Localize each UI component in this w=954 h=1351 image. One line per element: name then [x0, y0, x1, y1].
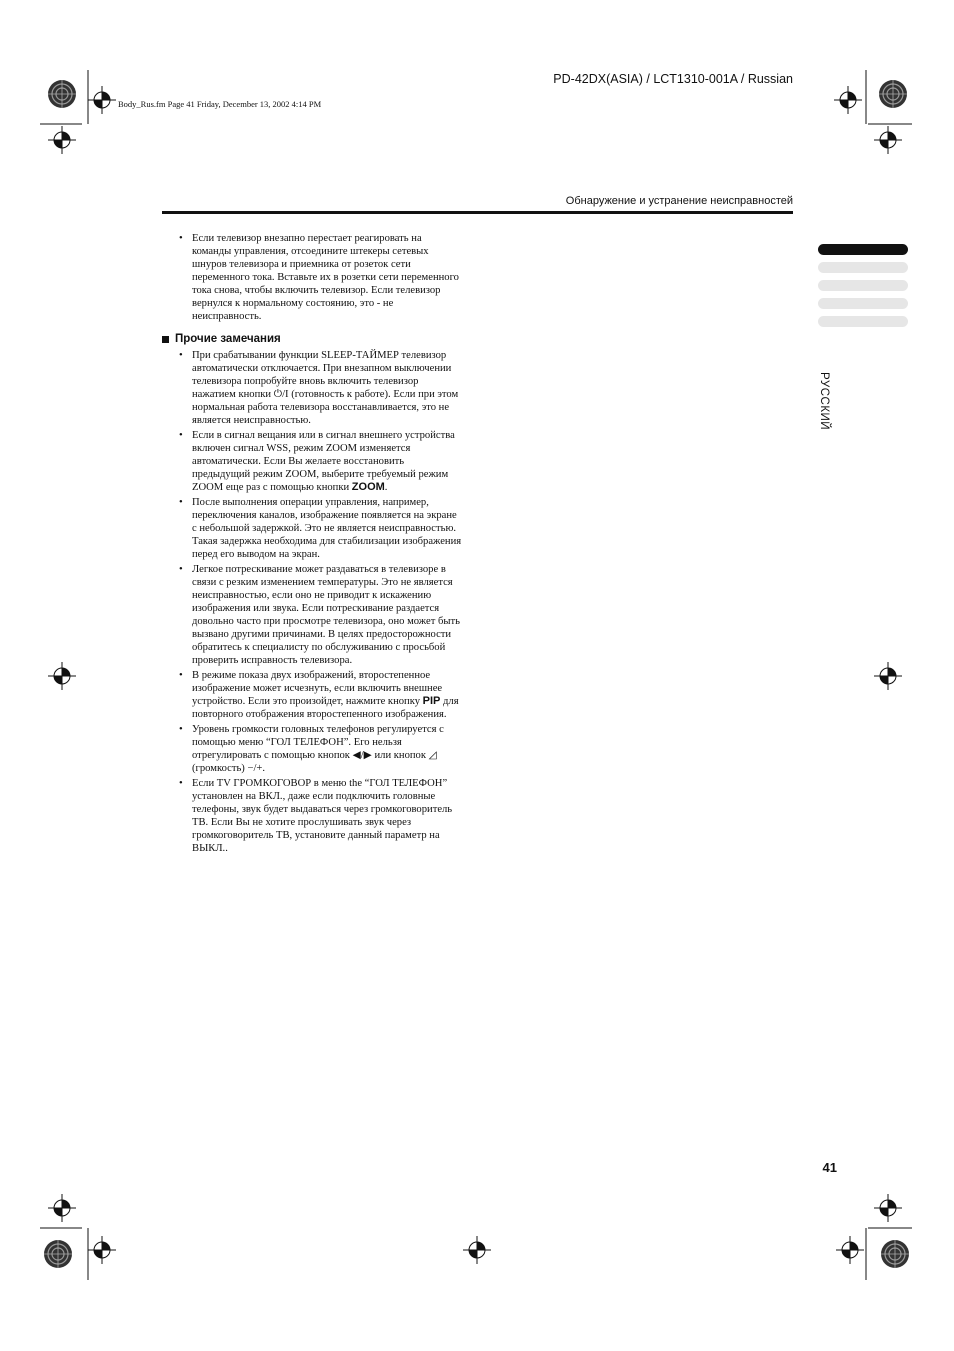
note-text: Легкое потрескивание может раздаваться в телевизоре в связи с резким изменением температуры. Это не является неисправностью, если оно не приводит к искажению изображения или звука. Если потрескивание раздается довольно часто при просмотре телевизора, оно может быть вызвано другими причинами. В целях предосторожности обратитесь к специалисту по обслуживанию с просьбой проверить исправность телевизора. [192, 564, 460, 666]
note-text: Уровень громкости головных телефонов регулируется с помощью меню “ГОЛ ТЕЛЕФОН”. Его нельзя отрегулировать с помощью кнопок [192, 724, 444, 761]
chapter-tab [818, 262, 908, 273]
notes-heading [162, 333, 462, 346]
bullet-marker: • [179, 497, 183, 508]
volume-icon: ◿ [428, 750, 437, 761]
note-bullet-5 [162, 669, 462, 721]
main-content [162, 232, 462, 857]
bullet-marker: • [179, 350, 183, 361]
note-text: В режиме показа двух изображений, второстепенное изображение может исчезнуть, если включить внешнее устройство. Если это произойдет, нажмите кнопку [192, 670, 443, 707]
bullet-marker: • [179, 724, 183, 735]
chapter-tab [818, 298, 908, 309]
language-label: РУССКИЙ [818, 372, 830, 431]
note-text: После выполнения операции управления, например, переключения каналов, изображение появляется на экране с небольшой задержкой. Это не является неисправностью. Такая задержка необходима для стабилизации изображения перед его выводом на экран. [192, 497, 462, 560]
square-bullet-icon [162, 336, 169, 343]
note-text: . [384, 482, 388, 493]
note-text: (готовность к работе). Если при этом нормальная работа телевизора восстанавливается, это не является неисправностью. [192, 389, 459, 426]
bullet-marker: • [179, 564, 183, 575]
bullet-text: Если телевизор внезапно перестает реагировать на команды управления, отсоедините штекеры сетевых шнуров телевизора и приемника от розеток сети переменного тока. Вставьте их в розетки сети переменного тока снова, чтобы включить телевизор. Если телевизор вернулся к нормальному состоянию, это - не неисправность. [192, 233, 459, 322]
page-number: 41 [822, 1160, 837, 1175]
note-text: (громкость) [192, 763, 248, 774]
file-info: Body_Rus.fm Page 41 Friday, December 13, 2002 4:14 PM [118, 99, 322, 109]
arrow-buttons-icon: ◀/▶ [352, 750, 372, 761]
document-code: PD-42DX(ASIA) / LCT1310-001A / Russian [553, 72, 793, 86]
section-title: Обнаружение и устранение неисправностей [565, 195, 793, 207]
note-text: Если TV ГРОМКОГОВОР в меню the “ГОЛ ТЕЛЕФОН” установлен на ВКЛ., даже если подключить головные телефоны, звук будет выдаваться через громкоговоритель ТВ. Если Вы не хотите прослушивать звук через громкоговоритель ТВ, установите данный параметр на ВЫКЛ.. [192, 778, 453, 854]
note-bullet-3 [162, 496, 462, 561]
note-text: При срабатывании функции SLEEP-ТАЙМЕР телевизор автоматически отключается. При внезапном выключении телевизора попробуйте вновь включить телевизор нажатием кнопки [192, 350, 452, 400]
minus-plus-symbol: −/+ [247, 763, 263, 774]
note-bullet-1 [162, 349, 462, 427]
note-bullet-4 [162, 563, 462, 667]
note-text: Если в сигнал вещания или в сигнал внешнего устройства включен сигнал WSS, режим ZOOM изменяется автоматически. Если Вы желаете восстановить предыдущий режим ZOOM, выберите требуемый режим ZOOM еще раз с помощью кнопки [192, 430, 455, 493]
standby-symbol: ⏻/I [273, 389, 289, 400]
zoom-button-label: ZOOM [351, 481, 385, 493]
note-bullet-2 [162, 429, 462, 494]
note-bullet-6 [162, 723, 462, 775]
bullet-marker: • [179, 233, 183, 244]
chapter-tab [818, 280, 908, 291]
header-rule [162, 211, 793, 214]
bullet-marker: • [179, 670, 183, 681]
pip-button-label: PIP [422, 695, 441, 707]
intro-bullet [162, 232, 462, 323]
chapter-tab-active [818, 244, 908, 255]
bullet-marker: • [179, 430, 183, 441]
note-text: для повторного отображения второстепенного изображения. [192, 696, 459, 720]
note-bullet-7 [162, 777, 462, 855]
notes-heading-text: Прочие замечания [175, 333, 281, 345]
note-text: или кнопок [371, 750, 429, 761]
bullet-marker: • [179, 778, 183, 789]
chapter-tabs [818, 244, 908, 334]
note-text: . [262, 763, 266, 774]
chapter-tab [818, 316, 908, 327]
